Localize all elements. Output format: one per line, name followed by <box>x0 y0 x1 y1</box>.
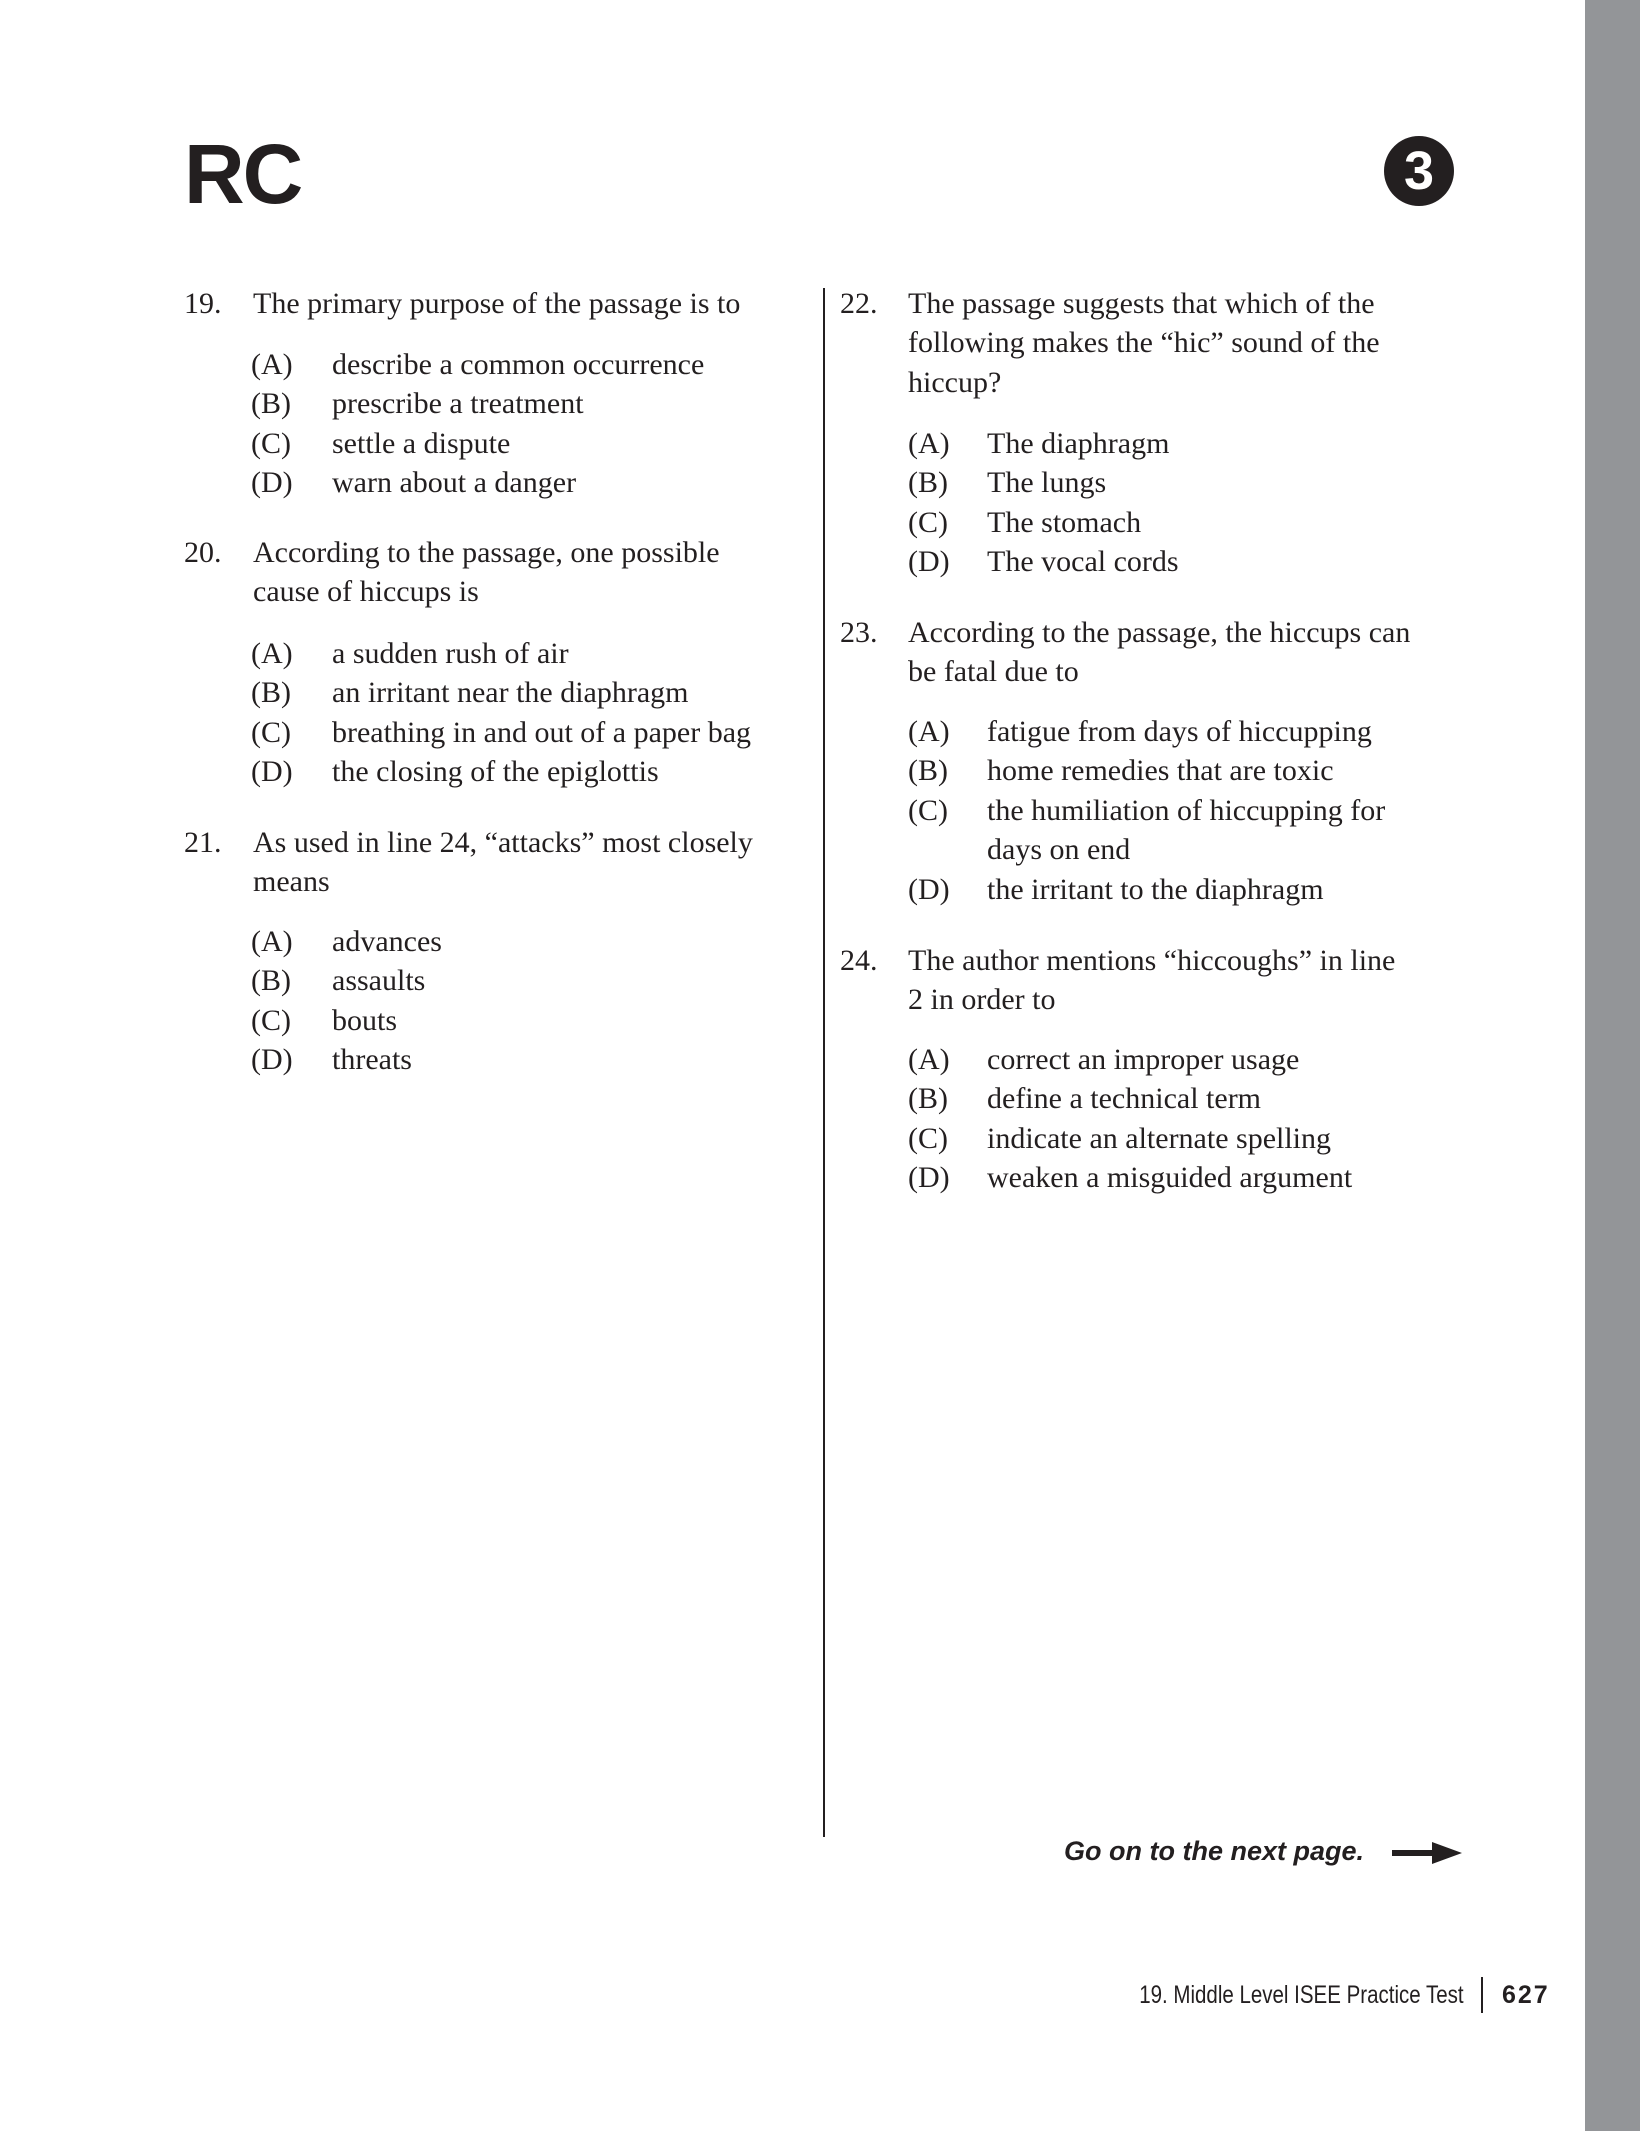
option-letter: (D) <box>251 466 293 500</box>
question-number: 22. <box>840 287 878 320</box>
option-text: correct an improper usage <box>987 1043 1300 1076</box>
footer-chapter: 19. Middle Level ISEE Practice Test <box>1139 1981 1464 2009</box>
question-number: 23. <box>840 616 878 649</box>
section-number-badge: 3 <box>1384 136 1454 206</box>
question-text: According to the passage, one possible <box>253 536 720 569</box>
question-text: The primary purpose of the passage is to <box>253 287 741 320</box>
footer-separator <box>1481 1977 1483 2013</box>
option-text: define a technical term <box>987 1082 1262 1116</box>
option-letter: (D) <box>251 755 293 789</box>
option-text: assaults <box>332 964 426 998</box>
question-number: 19. <box>184 287 222 320</box>
option-text: The stomach <box>987 505 1142 539</box>
option-letter: (A) <box>251 348 293 381</box>
option-letter: (C) <box>908 793 948 827</box>
section-title: RC <box>184 127 302 221</box>
option-text: the closing of the epiglottis <box>332 755 659 789</box>
option-text: bouts <box>332 1003 398 1037</box>
option-letter: (C) <box>908 1121 948 1155</box>
option-letter: (B) <box>908 754 948 788</box>
option-letter: (B) <box>251 676 291 710</box>
option-text: weaken a misguided argument <box>987 1161 1353 1195</box>
option-text: advances <box>332 925 442 958</box>
option-letter: (A) <box>908 715 950 748</box>
option-text: threats <box>332 1043 412 1077</box>
option-letter: (A) <box>251 637 293 670</box>
option-letter: (D) <box>251 1043 293 1077</box>
next-page-label: Go on to the next page. <box>1064 1836 1365 1866</box>
option-letter: (C) <box>251 1003 291 1037</box>
page-number: 627 <box>1502 1981 1550 2009</box>
option-letter: (B) <box>908 1082 948 1116</box>
question-text: means <box>253 865 330 899</box>
option-text: The lungs <box>987 466 1107 500</box>
option-letter: (B) <box>251 964 291 998</box>
option-letter: (D) <box>908 1161 950 1195</box>
option-text: fatigue from days of hiccupping <box>987 715 1372 748</box>
option-text: The diaphragm <box>987 427 1170 460</box>
question-text: hiccup? <box>908 365 1002 399</box>
option-text: warn about a danger <box>332 466 577 500</box>
option-letter: (A) <box>908 427 950 460</box>
option-text: a sudden rush of air <box>332 637 569 670</box>
option-text: the humiliation of hiccupping for <box>987 793 1386 827</box>
side-bar <box>1585 0 1640 2131</box>
option-text: an irritant near the diaphragm <box>332 676 689 710</box>
question-text: As used in line 24, “attacks” most closely <box>253 826 753 859</box>
option-letter: (B) <box>251 387 291 421</box>
question-text: According to the passage, the hiccups can <box>908 616 1411 649</box>
option-text: The vocal cords <box>987 545 1179 579</box>
question-number: 20. <box>184 536 222 569</box>
option-text: the irritant to the diaphragm <box>987 872 1324 906</box>
option-text: indicate an alternate spelling <box>987 1121 1332 1155</box>
question-number: 21. <box>184 826 222 859</box>
question-text: following makes the “hic” sound of the <box>908 326 1380 360</box>
option-letter: (A) <box>908 1043 950 1076</box>
option-letter: (A) <box>251 925 293 958</box>
question-text: be fatal due to <box>908 655 1079 689</box>
question-text: cause of hiccups is <box>253 575 479 609</box>
option-letter: (C) <box>908 505 948 539</box>
question-text: 2 in order to <box>908 983 1056 1017</box>
option-text: days on end <box>987 833 1131 867</box>
option-letter: (D) <box>908 872 950 906</box>
question-number: 24. <box>840 944 878 977</box>
option-text: settle a dispute <box>332 426 511 460</box>
option-text: prescribe a treatment <box>332 387 584 421</box>
question-text: The author mentions “hiccoughs” in line <box>908 944 1396 977</box>
option-text: home remedies that are toxic <box>987 754 1334 788</box>
option-letter: (B) <box>908 466 948 500</box>
option-text: breathing in and out of a paper bag <box>332 715 752 749</box>
question-text: The passage suggests that which of the <box>908 287 1375 320</box>
option-letter: (D) <box>908 545 950 579</box>
option-letter: (C) <box>251 715 291 749</box>
column-divider <box>823 288 825 1837</box>
right-arrow-icon <box>1392 1842 1462 1864</box>
option-letter: (C) <box>251 426 291 460</box>
option-text: describe a common occurrence <box>332 348 705 381</box>
